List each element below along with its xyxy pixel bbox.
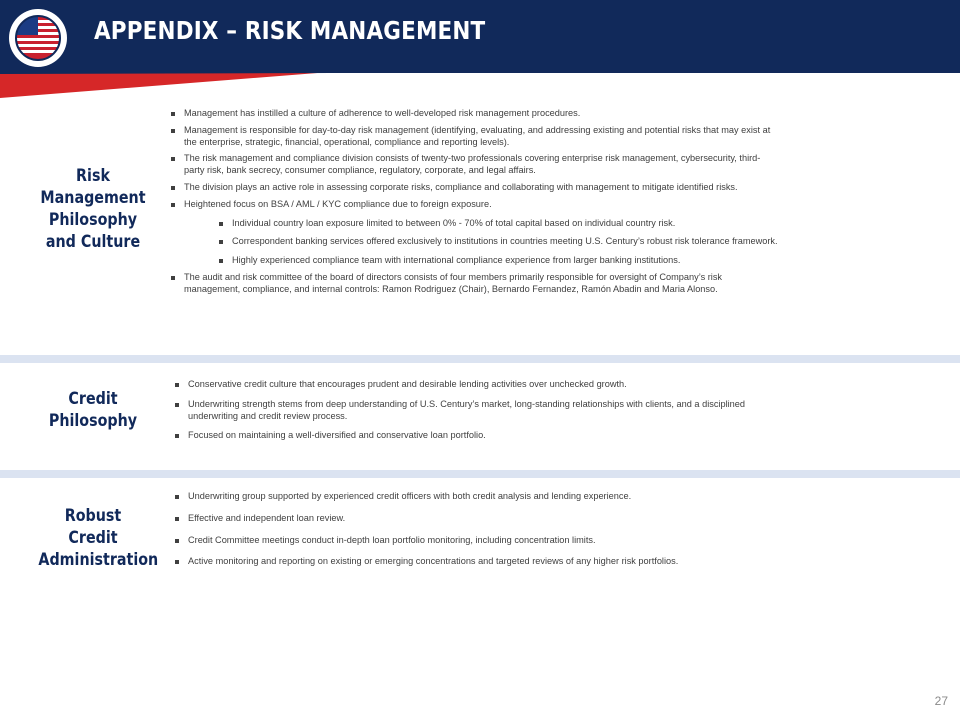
section-label-line: Credit	[68, 389, 118, 409]
list-item: Management has instilled a culture of adherence to well-developed risk management procedures.	[170, 108, 778, 120]
list-item: Conservative credit culture that encourages prudent and desirable lending activities over unchecked growth.	[174, 379, 745, 391]
section-label-line: Philosophy	[48, 411, 138, 431]
list-item: Effective and independent loan review.	[174, 513, 678, 525]
section-label-line: Philosophy	[48, 210, 138, 230]
red-swoosh-decoration	[0, 72, 340, 100]
section-label-credit-philosophy	[38, 388, 147, 432]
list-item: Highly experienced compliance team with international compliance experience from larger banking institutions.	[218, 255, 778, 267]
list-item: The risk management and compliance division consists of twenty-two professionals covering enterprise risk management, cybersecurity, third- party risk, bank secrecy, consumer compliance, regulatory, corporate, and legal affairs.	[170, 153, 778, 177]
section-label-line: Robust Credit	[64, 506, 122, 548]
list-item: The audit and risk committee of the board of directors consists of four members primarily responsible for oversight of Company’s risk management, compliance, and internal controls: Ramon Rodriguez (Chair), Bernardo Fernandez, Ramón Abadin and Maria Alonso.	[170, 272, 778, 296]
section-label-line: Administration	[38, 550, 159, 570]
list-item: Underwriting strength stems from deep understanding of U.S. Century’s market, long-standing relationships with clients, and a disciplined underwriting and credit review process.	[174, 399, 745, 423]
section-label-line: and Culture	[45, 232, 141, 252]
section-divider	[0, 355, 960, 363]
credit-philosophy-bullets	[174, 379, 745, 442]
list-item: Correspondent banking services offered exclusively to institutions in countries meeting U.S. Century’s robust risk tolerance framework.	[218, 236, 778, 248]
list-item: Active monitoring and reporting on existing or emerging concentrations and targeted reviews of any higher risk portfolios.	[174, 556, 678, 568]
section-label-line: Management	[40, 188, 146, 208]
page-title: APPENDIX – RISK MANAGEMENT	[94, 16, 486, 45]
section-label-robust-credit	[38, 505, 159, 571]
section-label-risk-management	[38, 165, 147, 253]
section-divider	[0, 470, 960, 478]
list-item: Credit Committee meetings conduct in-depth loan portfolio monitoring, including concentration limits.	[174, 535, 678, 547]
robust-credit-bullets	[174, 491, 678, 568]
risk-management-bullets	[170, 108, 778, 296]
flag-logo-icon	[9, 9, 67, 67]
section-label-line: Risk	[76, 166, 110, 186]
list-item: The division plays an active role in assessing corporate risks, compliance and collaborating with management to mitigate identified risks.	[170, 182, 778, 194]
list-item: Heightened focus on BSA / AML / KYC compliance due to foreign exposure.	[170, 199, 778, 211]
page-number: 27	[934, 694, 948, 708]
list-item: Underwriting group supported by experienced credit officers with both credit analysis and lending experience.	[174, 491, 678, 503]
list-item: Management is responsible for day-to-day risk management (identifying, evaluating, and addressing existing and potential risks that may exist at the enterprise, strategic, financial, operational, compliance and reporting levels).	[170, 125, 778, 149]
list-item: Individual country loan exposure limited to between 0% - 70% of total capital based on individual country risk.	[218, 218, 778, 230]
list-item: Focused on maintaining a well-diversified and conservative loan portfolio.	[174, 430, 745, 442]
header-bar	[0, 0, 960, 73]
